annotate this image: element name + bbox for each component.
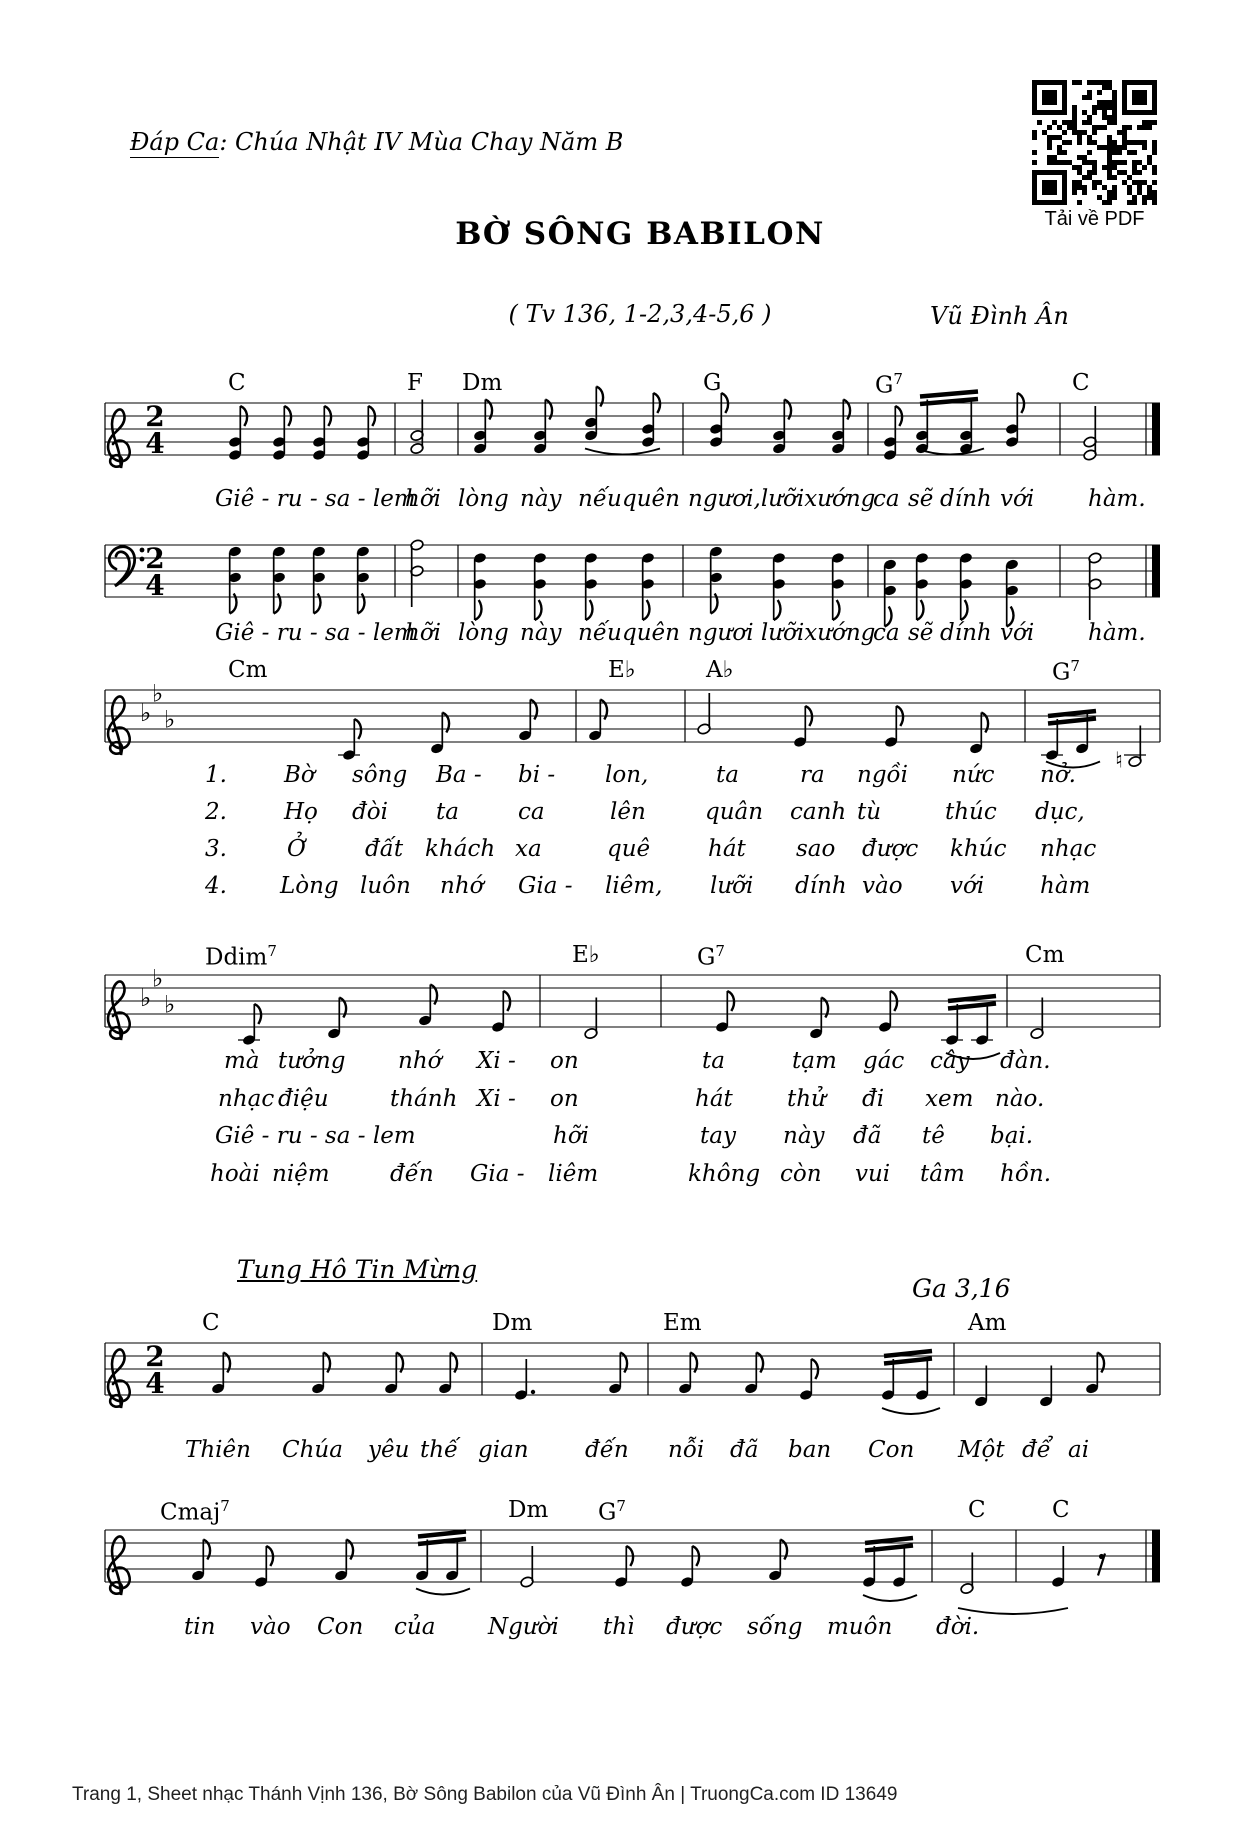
lyric-word: nở. (1040, 762, 1076, 788)
lyric-word: ngươi,lưỡixướng (688, 486, 876, 512)
lyric-word: Họ (284, 799, 318, 825)
lyric-word: điệu (278, 1086, 329, 1112)
gospel-acclamation-label: Tung Hô Tin Mừng (237, 1255, 478, 1284)
lyric-word: vào (862, 873, 903, 899)
lyric-word: Giê - ru - sa - lem (215, 620, 416, 646)
svg-text:♭: ♭ (152, 964, 164, 993)
lyric-word: nhớ (398, 1048, 442, 1074)
lyric-word: ngồi (857, 762, 908, 788)
lyric-word: Chúa (282, 1437, 343, 1463)
chord-label: $G^7$ (697, 942, 725, 971)
svg-text:4: 4 (145, 569, 165, 602)
lyric-word: hàm (1040, 873, 1091, 899)
lyric-word: 3. (205, 836, 227, 862)
lyric-word: đòi (352, 799, 388, 825)
svg-text:♭: ♭ (140, 984, 152, 1012)
lyric-word: này (520, 486, 562, 512)
lyric-word: hỡi (405, 486, 442, 512)
lyric-word: đã (730, 1437, 759, 1463)
lyric-word: sông (352, 762, 408, 788)
lyric-word: nỗi (668, 1437, 705, 1463)
lyric-word: tay (700, 1123, 736, 1149)
lyric-word: ta (716, 762, 739, 788)
lyric-word: niệm (272, 1161, 330, 1187)
svg-text:♭: ♭ (152, 679, 164, 708)
lyric-word: dính (940, 620, 992, 646)
chord-label: G (703, 370, 722, 396)
lyric-word: Một (958, 1437, 1005, 1463)
chord-label: Cmaj$^7$ (160, 1497, 230, 1526)
lyric-word: liêm, (605, 873, 663, 899)
svg-text:2: 2 (145, 400, 165, 433)
lyric-word: quên (622, 620, 680, 646)
chord-label: $G^7$ (598, 1497, 626, 1526)
refrain-line-1 (0, 486, 1240, 516)
lyric-word: tưởng (278, 1048, 346, 1074)
lyric-word: nhạc (1040, 836, 1097, 862)
lyric-word: xa (515, 836, 542, 862)
chord-label: E♭ (572, 942, 600, 968)
lyric-word: nào. (995, 1086, 1045, 1112)
svg-text:♭: ♭ (164, 705, 176, 734)
lyric-word: lòng (458, 486, 509, 512)
verse-4a (0, 873, 1240, 903)
lyric-word: ra (800, 762, 825, 788)
lyric-word: với (1000, 620, 1035, 646)
lyric-word: thử (787, 1086, 826, 1112)
lyric-word: hàm. (1088, 486, 1146, 512)
verse-1b (0, 1048, 1240, 1078)
lyric-word: Ba - (436, 762, 482, 788)
lyric-word: xem (925, 1086, 974, 1112)
lyric-word: đời. (936, 1614, 980, 1640)
chord-label: Dm (508, 1497, 549, 1523)
lyric-word: sống (747, 1614, 803, 1640)
lyric-word: vào (250, 1614, 291, 1640)
lyric-word: nếu (578, 620, 622, 646)
chord-label: Am (968, 1310, 1007, 1336)
chord-label: Ddim$^7$ (205, 942, 277, 971)
lyric-word: sẽ (908, 620, 934, 646)
lyric-word: bại. (990, 1123, 1034, 1149)
lyric-word: thúc (945, 799, 997, 825)
lyric-word: ca (518, 799, 545, 825)
lyric-word: Ở (287, 836, 306, 862)
qr-code[interactable] (1032, 80, 1157, 205)
lyric-word: còn (780, 1161, 822, 1187)
lyric-word: tâm (920, 1161, 965, 1187)
footer-text: Trang 1, Sheet nhạc Thánh Vịnh 136, Bờ Sông Babilon của Vũ Đình Ân | TruongCa.com ID 13649 (72, 1784, 898, 1805)
lyric-word: ca (873, 620, 900, 646)
chord-label: Dm (492, 1310, 533, 1336)
pretitle-rest: : Chúa Nhật IV Mùa Chay Năm B (219, 128, 624, 156)
lyric-word: lưỡi (710, 873, 754, 899)
lyric-word: Người (488, 1614, 559, 1640)
psalm-reference: ( Tv 136, 1-2,3,4-5,6 ) (508, 300, 772, 328)
lyric-word: gian (478, 1437, 529, 1463)
lyric-word: on (550, 1048, 579, 1074)
lyric-word: hát (708, 836, 746, 862)
verse-3b (0, 1123, 1240, 1153)
chord-label: $G^7$ (1052, 657, 1080, 686)
lyric-word: tê (922, 1123, 945, 1149)
lyric-word: quân (705, 799, 764, 825)
verse-2b (0, 1086, 1240, 1116)
lyric-word: bi - (518, 762, 556, 788)
chord-label: $G^7$ (875, 370, 903, 399)
lyric-word: của (394, 1614, 436, 1640)
lyric-word: sẽ (908, 486, 934, 512)
lyric-word: khách (425, 836, 496, 862)
lyric-word: không (688, 1161, 761, 1187)
lyric-word: đất (365, 836, 404, 862)
lyric-word: hoài (210, 1161, 260, 1187)
lyric-word: được (862, 836, 919, 862)
lyric-word: lên (610, 799, 646, 825)
lyric-word: hỡi (405, 620, 442, 646)
lyric-word: Thiên (185, 1437, 251, 1463)
lyric-word: on (550, 1086, 579, 1112)
lyric-word: luôn (360, 873, 411, 899)
lyric-word: dính (795, 873, 847, 899)
lyric-word: được (666, 1614, 723, 1640)
staff-4-acclamation (0, 1293, 1240, 1453)
chord-label: C (228, 370, 246, 396)
chord-label: E♭ (608, 657, 636, 683)
lyric-word: hỡi (553, 1123, 590, 1149)
lyric-word: canh (790, 799, 847, 825)
lyric-word: Gia - (518, 873, 573, 899)
svg-text:2: 2 (145, 542, 165, 575)
lyric-word: Giê - ru - sa - lem (215, 486, 416, 512)
lyric-word: tù (857, 799, 882, 825)
chord-label: Dm (462, 370, 503, 396)
lyric-word: ngươi lưỡixướng (688, 620, 876, 646)
svg-text:♭: ♭ (140, 699, 152, 727)
lyric-word: ai (1068, 1437, 1090, 1463)
lyric-word: đàn. (1000, 1048, 1051, 1074)
qr-caption-link[interactable]: Tải về PDF (1044, 208, 1145, 230)
lyric-word: Con (868, 1437, 915, 1463)
lyric-word: nhạc (218, 1086, 275, 1112)
acclamation-line-2 (0, 1614, 1240, 1644)
lyric-word: Con (317, 1614, 364, 1640)
lyric-word: 1. (205, 762, 227, 788)
verse-1a (0, 762, 1240, 792)
lyric-word: ca (873, 486, 900, 512)
lyric-word: tạm (792, 1048, 837, 1074)
svg-text:4: 4 (145, 1367, 165, 1400)
pretitle-underlined: Đáp Ca (130, 128, 220, 156)
lyric-word: lòng (458, 620, 509, 646)
chord-label: C (202, 1310, 220, 1336)
lyric-word: liêm (548, 1161, 599, 1187)
lyric-word: nếu (578, 486, 622, 512)
lyric-word: thế (420, 1437, 459, 1463)
lyric-word: vui (855, 1161, 891, 1187)
responsorial-psalm-label (130, 128, 623, 156)
composer-name: Vũ Đình Ân (930, 302, 1069, 330)
lyric-word: mà (224, 1048, 260, 1074)
lyric-word: sao (796, 836, 836, 862)
lyric-word: ban (788, 1437, 832, 1463)
chord-label: C (968, 1497, 986, 1523)
lyric-word: nhớ (440, 873, 484, 899)
lyric-word: hàm. (1088, 620, 1146, 646)
lyric-word: hát (695, 1086, 733, 1112)
verse-4b (0, 1161, 1240, 1191)
lyric-word: Gia - (470, 1161, 525, 1187)
lyric-word: để (1022, 1437, 1051, 1463)
lyric-word: quê (607, 836, 651, 862)
svg-text:2: 2 (145, 1340, 165, 1373)
lyric-word: Giê - ru - sa - lem (215, 1123, 416, 1149)
lyric-word: 2. (205, 799, 227, 825)
verse-2a (0, 799, 1240, 829)
lyric-word: thánh (390, 1086, 458, 1112)
page-title: BỜ SÔNG BABILON (455, 216, 825, 252)
lyric-word: lon, (605, 762, 649, 788)
verse-3a (0, 836, 1240, 866)
lyric-word: cây (930, 1048, 970, 1074)
lyric-word: muôn (827, 1614, 893, 1640)
lyric-word: 4. (205, 873, 227, 899)
lyric-word: khúc (950, 836, 1007, 862)
chord-label: Cm (1025, 942, 1065, 968)
lyric-word: gác (863, 1048, 905, 1074)
lyric-word: này (783, 1123, 825, 1149)
lyric-word: với (950, 873, 985, 899)
lyric-word: đến (390, 1161, 434, 1187)
lyric-word: dính (940, 486, 992, 512)
lyric-word: đến (585, 1437, 629, 1463)
lyric-word: đi (862, 1086, 885, 1112)
lyric-word: tin (184, 1614, 216, 1640)
chord-label: C (1072, 370, 1090, 396)
lyric-word: quên (622, 486, 680, 512)
lyric-word: Xi - (477, 1086, 516, 1112)
lyric-word: với (1000, 486, 1035, 512)
chord-label: A♭ (706, 657, 734, 683)
lyric-word: nức (952, 762, 995, 788)
lyric-word: ta (702, 1048, 725, 1074)
svg-text:4: 4 (145, 427, 165, 460)
chord-label: Cm (228, 657, 268, 683)
lyric-word: ta (436, 799, 459, 825)
acclamation-line-1 (0, 1437, 1240, 1467)
refrain-line-2 (0, 620, 1240, 650)
chord-label: C (1052, 1497, 1070, 1523)
svg-text:♮: ♮ (1115, 748, 1123, 774)
lyric-word: Lòng (280, 873, 339, 899)
lyric-word: yêu (368, 1437, 410, 1463)
lyric-word: hồn. (1000, 1161, 1052, 1187)
lyric-word: dục, (1035, 799, 1085, 825)
lyric-word: Bờ (284, 762, 315, 788)
lyric-word: này (520, 620, 562, 646)
svg-text:♭: ♭ (164, 990, 176, 1019)
qr-code-image (1032, 80, 1157, 205)
lyric-word: Xi - (477, 1048, 516, 1074)
lyric-word: đã (853, 1123, 882, 1149)
chord-label: F (407, 370, 423, 396)
lyric-word: thì (603, 1614, 635, 1640)
chord-label: Em (663, 1310, 702, 1336)
gospel-reference: Ga 3,16 (912, 1274, 1011, 1303)
